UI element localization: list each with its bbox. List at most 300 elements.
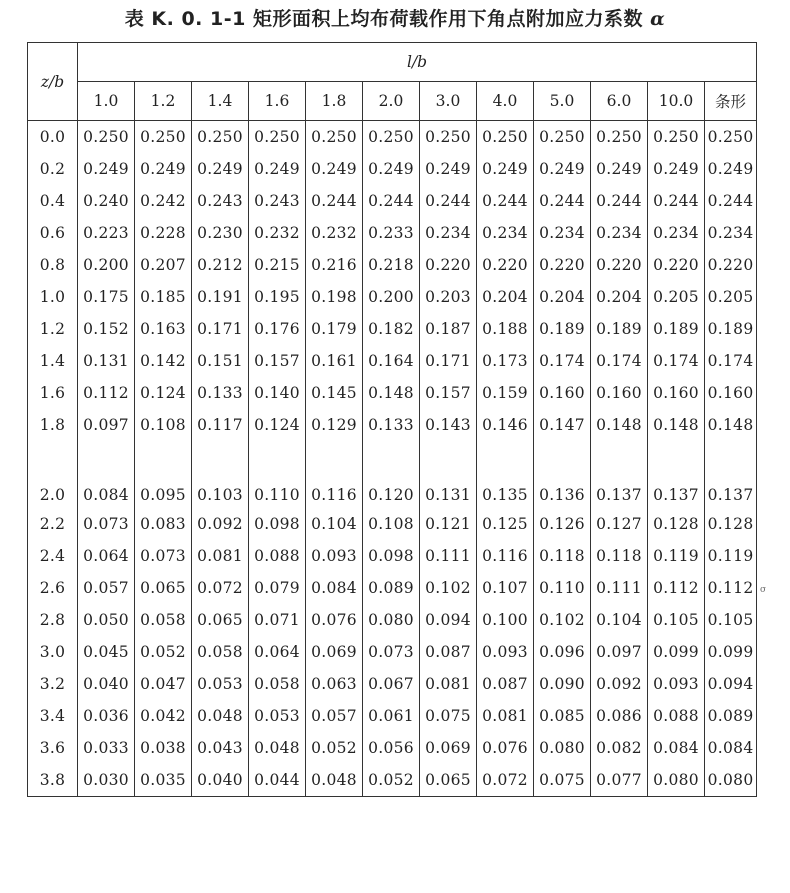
coefficient-cell: 0.159 xyxy=(477,377,534,409)
coefficient-cell: 0.249 xyxy=(534,153,591,185)
table-row xyxy=(28,249,757,281)
coefficient-cell: 0.243 xyxy=(192,185,249,217)
coefficient-cell: 0.250 xyxy=(363,121,420,154)
coefficient-cell: 0.104 xyxy=(591,604,648,636)
coefficient-cell: 0.163 xyxy=(135,313,192,345)
coefficient-cell: 0.097 xyxy=(78,409,135,441)
coefficient-cell: 0.069 xyxy=(420,732,477,764)
coefficient-cell: 0.118 xyxy=(591,540,648,572)
row-label-zb: 0.8 xyxy=(28,249,78,281)
spacer-cell xyxy=(192,441,249,466)
coefficient-cell: 0.249 xyxy=(363,153,420,185)
stress-coefficient-table xyxy=(27,42,757,797)
coefficient-cell: 0.120 xyxy=(363,466,420,508)
row-label-zb: 1.8 xyxy=(28,409,78,441)
coefficient-cell: 0.234 xyxy=(591,217,648,249)
coefficient-cell: 0.249 xyxy=(648,153,705,185)
spacer-cell xyxy=(534,441,591,466)
spacer-cell xyxy=(477,441,534,466)
coefficient-cell: 0.250 xyxy=(534,121,591,154)
column-header: 条形 xyxy=(705,82,757,121)
coefficient-cell: 0.047 xyxy=(135,668,192,700)
coefficient-cell: 0.232 xyxy=(249,217,306,249)
coefficient-cell: 0.092 xyxy=(192,508,249,540)
coefficient-cell: 0.126 xyxy=(534,508,591,540)
table-row xyxy=(28,217,757,249)
coefficient-cell: 0.128 xyxy=(648,508,705,540)
row-header-zb: z/b xyxy=(28,43,78,121)
table-row xyxy=(28,345,757,377)
coefficient-cell: 0.220 xyxy=(420,249,477,281)
coefficient-cell: 0.131 xyxy=(78,345,135,377)
coefficient-cell: 0.142 xyxy=(135,345,192,377)
coefficient-cell: 0.107 xyxy=(477,572,534,604)
coefficient-cell: 0.080 xyxy=(363,604,420,636)
coefficient-cell: 0.234 xyxy=(534,217,591,249)
coefficient-cell: 0.249 xyxy=(705,153,757,185)
coefficient-cell: 0.094 xyxy=(420,604,477,636)
table-title-text: 表 K. 0. 1-1 矩形面积上均布荷载作用下角点附加应力系数 xyxy=(124,8,643,30)
row-label-zb: 3.6 xyxy=(28,732,78,764)
coefficient-cell: 0.050 xyxy=(78,604,135,636)
coefficient-cell: 0.187 xyxy=(420,313,477,345)
coefficient-cell: 0.200 xyxy=(363,281,420,313)
coefficient-cell: 0.205 xyxy=(648,281,705,313)
column-header: 1.8 xyxy=(306,82,363,121)
coefficient-cell: 0.146 xyxy=(477,409,534,441)
coefficient-cell: 0.250 xyxy=(192,121,249,154)
coefficient-cell: 0.073 xyxy=(135,540,192,572)
table-row xyxy=(28,313,757,345)
coefficient-cell: 0.249 xyxy=(591,153,648,185)
row-label-zb: 3.4 xyxy=(28,700,78,732)
coefficient-cell: 0.249 xyxy=(78,153,135,185)
table-body xyxy=(28,121,757,797)
coefficient-cell: 0.161 xyxy=(306,345,363,377)
column-header: 1.2 xyxy=(135,82,192,121)
coefficient-cell: 0.090 xyxy=(534,668,591,700)
coefficient-cell: 0.119 xyxy=(648,540,705,572)
coefficient-cell: 0.093 xyxy=(477,636,534,668)
coefficient-cell: 0.215 xyxy=(249,249,306,281)
coefficient-cell: 0.185 xyxy=(135,281,192,313)
coefficient-cell: 0.105 xyxy=(648,604,705,636)
coefficient-cell: 0.082 xyxy=(591,732,648,764)
coefficient-cell: 0.136 xyxy=(534,466,591,508)
table-row xyxy=(28,508,757,540)
coefficient-cell: 0.100 xyxy=(477,604,534,636)
coefficient-cell: 0.108 xyxy=(135,409,192,441)
coefficient-cell: 0.220 xyxy=(591,249,648,281)
coefficient-cell: 0.102 xyxy=(534,604,591,636)
coefficient-cell: 0.110 xyxy=(249,466,306,508)
row-label-zb: 1.2 xyxy=(28,313,78,345)
coefficient-cell: 0.118 xyxy=(534,540,591,572)
coefficient-cell: 0.093 xyxy=(648,668,705,700)
coefficient-cell: 0.052 xyxy=(135,636,192,668)
coefficient-cell: 0.077 xyxy=(591,764,648,797)
table-row xyxy=(28,281,757,313)
row-label-zb: 2.2 xyxy=(28,508,78,540)
row-label-zb: 3.0 xyxy=(28,636,78,668)
coefficient-cell: 0.244 xyxy=(363,185,420,217)
coefficient-cell: 0.102 xyxy=(420,572,477,604)
coefficient-cell: 0.040 xyxy=(78,668,135,700)
coefficient-cell: 0.124 xyxy=(135,377,192,409)
table-row xyxy=(28,466,757,508)
coefficient-cell: 0.052 xyxy=(363,764,420,797)
coefficient-cell: 0.133 xyxy=(363,409,420,441)
coefficient-cell: 0.058 xyxy=(249,668,306,700)
coefficient-cell: 0.057 xyxy=(306,700,363,732)
coefficient-cell: 0.110 xyxy=(534,572,591,604)
coefficient-cell: 0.030 xyxy=(78,764,135,797)
margin-mark: σ xyxy=(760,585,767,595)
row-label-zb: 3.2 xyxy=(28,668,78,700)
spacer-cell xyxy=(420,441,477,466)
coefficient-cell: 0.143 xyxy=(420,409,477,441)
coefficient-cell: 0.195 xyxy=(249,281,306,313)
row-label-zb: 2.8 xyxy=(28,604,78,636)
coefficient-cell: 0.244 xyxy=(705,185,757,217)
coefficient-cell: 0.056 xyxy=(363,732,420,764)
coefficient-cell: 0.064 xyxy=(249,636,306,668)
coefficient-cell: 0.216 xyxy=(306,249,363,281)
row-label-zb: 0.4 xyxy=(28,185,78,217)
row-label-zb: 0.0 xyxy=(28,121,78,154)
coefficient-cell: 0.128 xyxy=(705,508,757,540)
row-label-zb: 2.0 xyxy=(28,466,78,508)
coefficient-cell: 0.040 xyxy=(192,764,249,797)
coefficient-cell: 0.205 xyxy=(705,281,757,313)
coefficient-cell: 0.204 xyxy=(477,281,534,313)
coefficient-cell: 0.173 xyxy=(477,345,534,377)
row-label-zb: 2.4 xyxy=(28,540,78,572)
table-title-symbol: α xyxy=(650,8,666,30)
row-label-zb: 2.6 xyxy=(28,572,78,604)
coefficient-cell: 0.033 xyxy=(78,732,135,764)
coefficient-cell: 0.188 xyxy=(477,313,534,345)
spacer-cell xyxy=(249,441,306,466)
coefficient-cell: 0.250 xyxy=(249,121,306,154)
coefficient-cell: 0.112 xyxy=(78,377,135,409)
coefficient-cell: 0.085 xyxy=(534,700,591,732)
coefficient-cell: 0.228 xyxy=(135,217,192,249)
coefficient-cell: 0.160 xyxy=(648,377,705,409)
coefficient-cell: 0.093 xyxy=(306,540,363,572)
coefficient-cell: 0.218 xyxy=(363,249,420,281)
coefficient-cell: 0.244 xyxy=(591,185,648,217)
coefficient-cell: 0.250 xyxy=(420,121,477,154)
table-row xyxy=(28,604,757,636)
coefficient-cell: 0.249 xyxy=(249,153,306,185)
coefficient-cell: 0.140 xyxy=(249,377,306,409)
row-label-zb: 1.0 xyxy=(28,281,78,313)
coefficient-cell: 0.220 xyxy=(705,249,757,281)
coefficient-cell: 0.124 xyxy=(249,409,306,441)
coefficient-cell: 0.220 xyxy=(648,249,705,281)
coefficient-cell: 0.151 xyxy=(192,345,249,377)
coefficient-cell: 0.063 xyxy=(306,668,363,700)
coefficient-cell: 0.232 xyxy=(306,217,363,249)
table-row xyxy=(28,732,757,764)
spacer-cell xyxy=(306,441,363,466)
coefficient-cell: 0.065 xyxy=(192,604,249,636)
row-label-zb: 1.4 xyxy=(28,345,78,377)
coefficient-cell: 0.081 xyxy=(477,700,534,732)
coefficient-cell: 0.179 xyxy=(306,313,363,345)
coefficient-cell: 0.098 xyxy=(249,508,306,540)
table-row xyxy=(28,121,757,154)
coefficient-cell: 0.189 xyxy=(705,313,757,345)
coefficient-cell: 0.089 xyxy=(705,700,757,732)
coefficient-cell: 0.083 xyxy=(135,508,192,540)
coefficient-cell: 0.089 xyxy=(363,572,420,604)
column-header: 3.0 xyxy=(420,82,477,121)
coefficient-cell: 0.069 xyxy=(306,636,363,668)
table-row xyxy=(28,572,757,604)
coefficient-cell: 0.080 xyxy=(705,764,757,797)
coefficient-cell: 0.108 xyxy=(363,508,420,540)
coefficient-cell: 0.249 xyxy=(420,153,477,185)
table-header xyxy=(28,43,757,121)
coefficient-cell: 0.080 xyxy=(534,732,591,764)
coefficient-cell: 0.244 xyxy=(306,185,363,217)
group-header-lb: l/b xyxy=(78,43,757,82)
coefficient-cell: 0.244 xyxy=(420,185,477,217)
coefficient-cell: 0.087 xyxy=(477,668,534,700)
coefficient-cell: 0.064 xyxy=(78,540,135,572)
coefficient-cell: 0.036 xyxy=(78,700,135,732)
column-header: 1.0 xyxy=(78,82,135,121)
coefficient-cell: 0.244 xyxy=(477,185,534,217)
coefficient-cell: 0.116 xyxy=(306,466,363,508)
coefficient-cell: 0.048 xyxy=(306,764,363,797)
coefficient-cell: 0.148 xyxy=(705,409,757,441)
coefficient-cell: 0.160 xyxy=(534,377,591,409)
coefficient-cell: 0.076 xyxy=(477,732,534,764)
table-row xyxy=(28,700,757,732)
coefficient-cell: 0.095 xyxy=(135,466,192,508)
coefficient-cell: 0.053 xyxy=(192,668,249,700)
column-header: 4.0 xyxy=(477,82,534,121)
coefficient-cell: 0.176 xyxy=(249,313,306,345)
spacer-cell xyxy=(135,441,192,466)
coefficient-cell: 0.079 xyxy=(249,572,306,604)
coefficient-cell: 0.244 xyxy=(648,185,705,217)
column-header: 10.0 xyxy=(648,82,705,121)
coefficient-cell: 0.243 xyxy=(249,185,306,217)
coefficient-cell: 0.137 xyxy=(591,466,648,508)
coefficient-cell: 0.080 xyxy=(648,764,705,797)
coefficient-cell: 0.112 xyxy=(648,572,705,604)
coefficient-cell: 0.249 xyxy=(192,153,249,185)
coefficient-cell: 0.148 xyxy=(591,409,648,441)
coefficient-cell: 0.135 xyxy=(477,466,534,508)
coefficient-cell: 0.044 xyxy=(249,764,306,797)
coefficient-cell: 0.094 xyxy=(705,668,757,700)
coefficient-cell: 0.048 xyxy=(249,732,306,764)
coefficient-cell: 0.075 xyxy=(534,764,591,797)
coefficient-cell: 0.065 xyxy=(420,764,477,797)
coefficient-cell: 0.250 xyxy=(135,121,192,154)
coefficient-cell: 0.175 xyxy=(78,281,135,313)
coefficient-cell: 0.174 xyxy=(705,345,757,377)
coefficient-cell: 0.174 xyxy=(648,345,705,377)
coefficient-cell: 0.250 xyxy=(306,121,363,154)
coefficient-cell: 0.148 xyxy=(648,409,705,441)
spacer-cell xyxy=(648,441,705,466)
coefficient-cell: 0.160 xyxy=(705,377,757,409)
coefficient-cell: 0.071 xyxy=(249,604,306,636)
coefficient-cell: 0.133 xyxy=(192,377,249,409)
spacer-cell xyxy=(363,441,420,466)
coefficient-cell: 0.125 xyxy=(477,508,534,540)
coefficient-cell: 0.084 xyxy=(78,466,135,508)
coefficient-cell: 0.121 xyxy=(420,508,477,540)
coefficient-cell: 0.223 xyxy=(78,217,135,249)
coefficient-cell: 0.061 xyxy=(363,700,420,732)
row-label-zb: 3.8 xyxy=(28,764,78,797)
coefficient-cell: 0.111 xyxy=(420,540,477,572)
coefficient-cell: 0.053 xyxy=(249,700,306,732)
coefficient-cell: 0.105 xyxy=(705,604,757,636)
coefficient-cell: 0.073 xyxy=(78,508,135,540)
coefficient-cell: 0.081 xyxy=(192,540,249,572)
coefficient-cell: 0.086 xyxy=(591,700,648,732)
coefficient-cell: 0.234 xyxy=(420,217,477,249)
spacer-cell xyxy=(78,441,135,466)
spacer-cell xyxy=(28,441,78,466)
column-header: 5.0 xyxy=(534,82,591,121)
coefficient-cell: 0.148 xyxy=(363,377,420,409)
coefficient-cell: 0.111 xyxy=(591,572,648,604)
coefficient-cell: 0.131 xyxy=(420,466,477,508)
coefficient-cell: 0.233 xyxy=(363,217,420,249)
coefficient-cell: 0.152 xyxy=(78,313,135,345)
coefficient-cell: 0.174 xyxy=(591,345,648,377)
table-row xyxy=(28,764,757,797)
coefficient-cell: 0.240 xyxy=(78,185,135,217)
coefficient-cell: 0.129 xyxy=(306,409,363,441)
row-label-zb: 0.6 xyxy=(28,217,78,249)
coefficient-cell: 0.098 xyxy=(363,540,420,572)
coefficient-cell: 0.084 xyxy=(306,572,363,604)
table-row xyxy=(28,409,757,441)
coefficient-cell: 0.073 xyxy=(363,636,420,668)
coefficient-cell: 0.160 xyxy=(591,377,648,409)
coefficient-cell: 0.250 xyxy=(477,121,534,154)
coefficient-cell: 0.249 xyxy=(306,153,363,185)
coefficient-cell: 0.116 xyxy=(477,540,534,572)
coefficient-cell: 0.072 xyxy=(477,764,534,797)
coefficient-cell: 0.058 xyxy=(192,636,249,668)
coefficient-cell: 0.171 xyxy=(420,345,477,377)
coefficient-cell: 0.038 xyxy=(135,732,192,764)
coefficient-cell: 0.164 xyxy=(363,345,420,377)
coefficient-cell: 0.250 xyxy=(705,121,757,154)
coefficient-cell: 0.097 xyxy=(591,636,648,668)
coefficient-cell: 0.250 xyxy=(591,121,648,154)
column-header: 2.0 xyxy=(363,82,420,121)
coefficient-cell: 0.189 xyxy=(534,313,591,345)
coefficient-cell: 0.204 xyxy=(591,281,648,313)
coefficient-cell: 0.174 xyxy=(534,345,591,377)
coefficient-cell: 0.058 xyxy=(135,604,192,636)
coefficient-cell: 0.088 xyxy=(648,700,705,732)
coefficient-cell: 0.220 xyxy=(477,249,534,281)
coefficient-cell: 0.065 xyxy=(135,572,192,604)
coefficient-cell: 0.189 xyxy=(648,313,705,345)
coefficient-cell: 0.198 xyxy=(306,281,363,313)
coefficient-cell: 0.171 xyxy=(192,313,249,345)
coefficient-cell: 0.088 xyxy=(249,540,306,572)
coefficient-cell: 0.048 xyxy=(192,700,249,732)
table-row xyxy=(28,540,757,572)
coefficient-cell: 0.137 xyxy=(705,466,757,508)
row-spacer xyxy=(28,441,757,466)
coefficient-cell: 0.182 xyxy=(363,313,420,345)
coefficient-cell: 0.204 xyxy=(534,281,591,313)
coefficient-cell: 0.127 xyxy=(591,508,648,540)
coefficient-cell: 0.104 xyxy=(306,508,363,540)
column-header: 1.6 xyxy=(249,82,306,121)
coefficient-cell: 0.099 xyxy=(705,636,757,668)
coefficient-cell: 0.096 xyxy=(534,636,591,668)
coefficient-cell: 0.057 xyxy=(78,572,135,604)
coefficient-cell: 0.145 xyxy=(306,377,363,409)
coefficient-cell: 0.212 xyxy=(192,249,249,281)
spacer-cell xyxy=(705,441,757,466)
coefficient-cell: 0.099 xyxy=(648,636,705,668)
coefficient-cell: 0.076 xyxy=(306,604,363,636)
coefficient-cell: 0.035 xyxy=(135,764,192,797)
column-header: 6.0 xyxy=(591,82,648,121)
coefficient-cell: 0.203 xyxy=(420,281,477,313)
coefficient-cell: 0.244 xyxy=(534,185,591,217)
row-label-zb: 1.6 xyxy=(28,377,78,409)
coefficient-cell: 0.067 xyxy=(363,668,420,700)
coefficient-cell: 0.084 xyxy=(705,732,757,764)
spacer-cell xyxy=(591,441,648,466)
coefficient-cell: 0.072 xyxy=(192,572,249,604)
table-title xyxy=(0,4,790,32)
coefficient-cell: 0.234 xyxy=(705,217,757,249)
coefficient-cell: 0.250 xyxy=(648,121,705,154)
coefficient-cell: 0.147 xyxy=(534,409,591,441)
coefficient-cell: 0.230 xyxy=(192,217,249,249)
coefficient-cell: 0.191 xyxy=(192,281,249,313)
coefficient-cell: 0.234 xyxy=(477,217,534,249)
coefficient-cell: 0.249 xyxy=(135,153,192,185)
table-row xyxy=(28,668,757,700)
coefficient-cell: 0.200 xyxy=(78,249,135,281)
coefficient-cell: 0.042 xyxy=(135,700,192,732)
row-label-zb: 0.2 xyxy=(28,153,78,185)
coefficient-cell: 0.112 xyxy=(705,572,757,604)
coefficient-cell: 0.119 xyxy=(705,540,757,572)
coefficient-cell: 0.137 xyxy=(648,466,705,508)
coefficient-cell: 0.207 xyxy=(135,249,192,281)
coefficient-cell: 0.045 xyxy=(78,636,135,668)
table-row xyxy=(28,185,757,217)
coefficient-cell: 0.249 xyxy=(477,153,534,185)
coefficient-cell: 0.220 xyxy=(534,249,591,281)
table-row xyxy=(28,636,757,668)
coefficient-cell: 0.117 xyxy=(192,409,249,441)
coefficient-cell: 0.242 xyxy=(135,185,192,217)
coefficient-cell: 0.052 xyxy=(306,732,363,764)
